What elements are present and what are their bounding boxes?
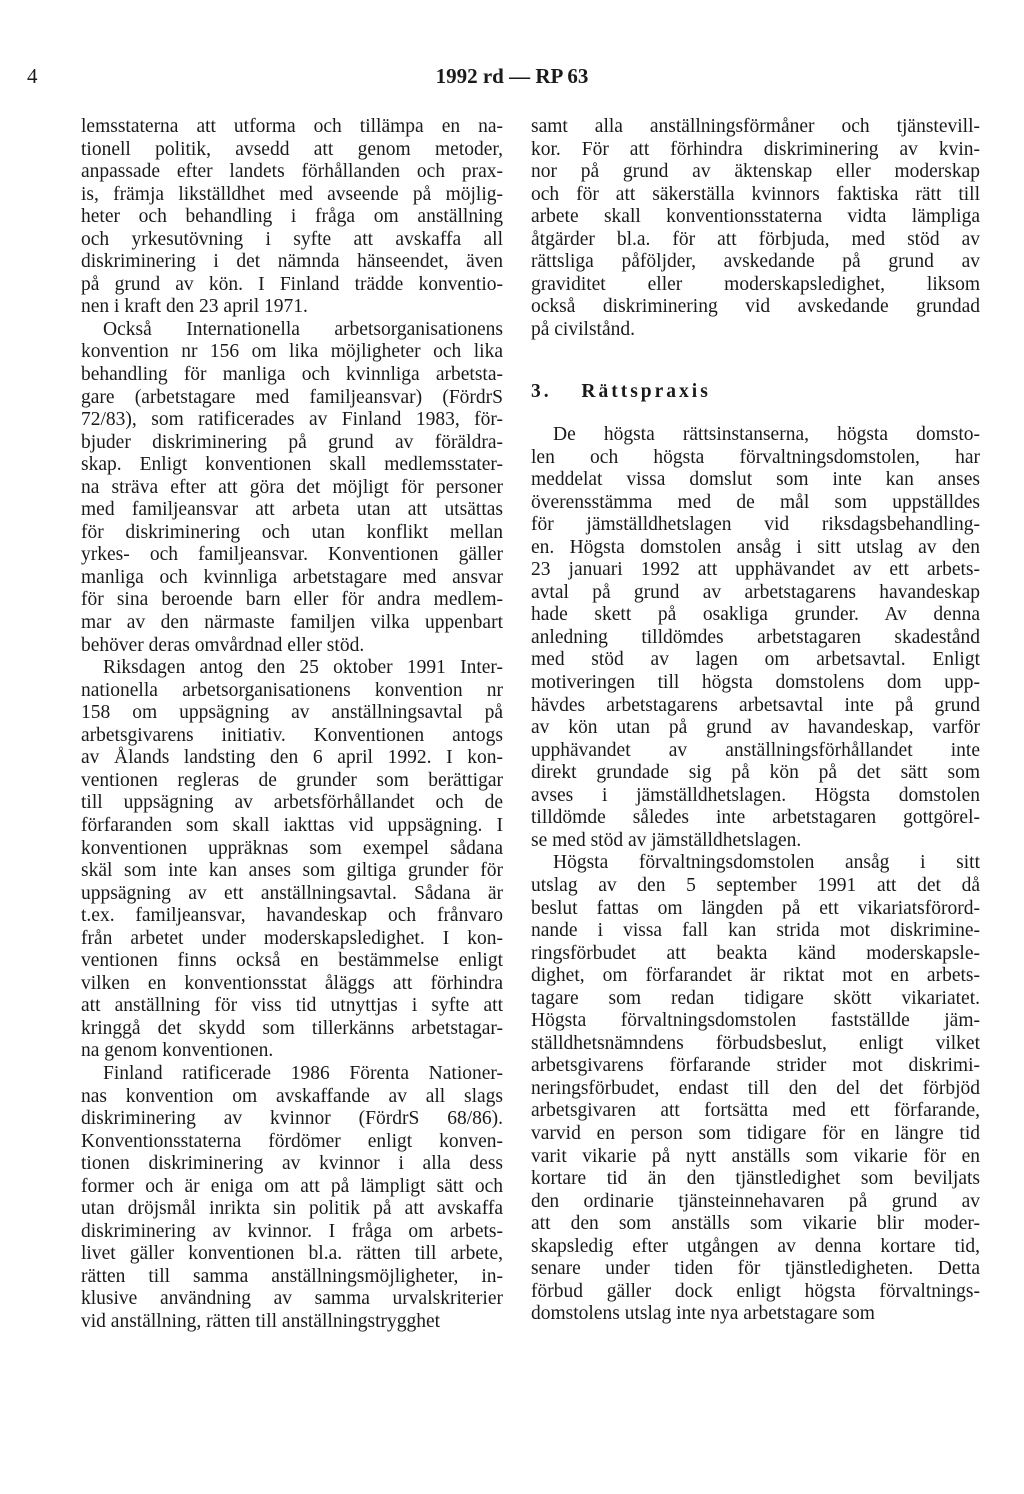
text-line: samt alla anställningsförmåner och tjänstevill- xyxy=(531,116,980,137)
text-line: graviditet eller moderskapsledighet, liksom xyxy=(531,273,980,295)
text-line: nas konvention om avskaffande av all slags xyxy=(81,1085,503,1107)
text-line: konvention nr 156 om lika möjligheter och lika xyxy=(81,341,503,363)
text-line: förfaranden som skall iakttas vid uppsägning. I xyxy=(81,814,503,836)
text-line: med stöd av lagen om arbetsavtal. Enligt xyxy=(531,649,980,671)
text-line: för jämställdhetslagen vid riksdagsbehandling- xyxy=(531,514,980,536)
text-line: senare under tiden för tjänstledigheten. Detta xyxy=(531,1258,980,1280)
text-line: motiveringen till högsta domstolens dom upp- xyxy=(531,672,980,694)
text-line: ventionen regleras de grunder som berättigar xyxy=(81,769,503,791)
text-line: av kön utan på grund av havandeskap, varför xyxy=(531,717,980,739)
text-line: skapsledig efter utgången av denna kortare tid, xyxy=(531,1235,980,1257)
text-line: tagare som redan tidigare skött vikariatet. xyxy=(531,987,980,1009)
text-line: behöver deras omvårdnad eller stöd. xyxy=(81,634,365,656)
text-line: domstolens utslag inte nya arbetstagare som xyxy=(531,1303,875,1325)
text-line: anpassade efter landets förhållanden och prax- xyxy=(81,161,503,183)
text-line: former och är eniga om att på lämpligt sätt och xyxy=(81,1175,503,1197)
text-line: 158 om uppsägning av anställningsavtal på xyxy=(81,702,503,724)
text-line: från arbetet under moderskapsledighet. I kon- xyxy=(81,927,503,949)
text-line: neringsförbudet, endast till den del det förbjöd xyxy=(531,1077,980,1099)
text-line: skap. Enligt konventionen skall medlemsstater- xyxy=(81,454,503,476)
text-line: Högsta förvaltningsdomstolen fastställde jäm- xyxy=(531,1010,980,1032)
text-line: överensstämma med de mål som uppställdes xyxy=(531,491,980,513)
text-line: uppsägning av ett anställningsavtal. Sådana är xyxy=(81,882,503,904)
text-line: på civilstånd. xyxy=(531,318,635,340)
text-line: diskriminering i det nämnda hänseendet, även xyxy=(81,251,503,273)
left-column xyxy=(81,116,503,1334)
text-line: lemsstaterna att utforma och tillämpa en na- xyxy=(81,116,503,137)
text-line: varit vikarie på nytt anställs som vikarie för en xyxy=(531,1145,980,1167)
text-line: Också Internationella arbetsorganisationens xyxy=(103,318,503,340)
text-line: förbud gäller dock enligt högsta förvaltnings- xyxy=(531,1280,980,1302)
text-line: rätten till samma anställningsmöjligheter, in- xyxy=(81,1265,503,1287)
text-line: Konventionsstaterna fördömer enligt konven- xyxy=(81,1130,503,1152)
text-line: klusive användning av samma urvalskriterier xyxy=(81,1288,503,1310)
text-line: konventionen uppräknas som exempel sådana xyxy=(81,837,503,859)
text-line: kringgå det skydd som tillerkänns arbetstagar- xyxy=(81,1017,503,1039)
text-line: för diskriminering och utan konflikt mellan xyxy=(81,521,503,543)
text-line: dighet, om förfarandet är riktat mot en arbets- xyxy=(531,965,980,987)
text-line: ställdhetsnämndens förbudsbeslut, enligt vilket xyxy=(531,1032,980,1054)
text-line: tionen diskriminering av kvinnor i alla dess xyxy=(81,1153,503,1175)
text-line: skäl som inte kan anses som giltiga grunder för xyxy=(81,860,503,882)
text-line: avtal på grund av arbetstagarens havandeskap xyxy=(531,581,980,603)
text-line: livet gäller konventionen bl.a. rätten till arbete, xyxy=(81,1243,503,1265)
text-line: utan dröjsmål inrikta sin politik på att avskaffa xyxy=(81,1198,503,1220)
text-line: is, främja likställdhet med avseende på möjlig- xyxy=(81,183,503,205)
text-line: och yrkesutövning i syfte att avskaffa all xyxy=(81,228,503,250)
text-line: anledning tilldömdes arbetstagaren skadestånd xyxy=(531,626,980,648)
text-line: yrkes- och familjeansvar. Konventionen gäller xyxy=(81,544,503,566)
text-line: len och högsta förvaltningsdomstolen, har xyxy=(531,446,980,468)
text-line: Riksdagen antog den 25 oktober 1991 Inter- xyxy=(103,657,503,679)
text-line: för sina beroende barn eller för andra medlem- xyxy=(81,589,503,611)
text-line: arbete skall konventionsstaterna vidta lämpliga xyxy=(531,206,980,228)
text-line: arbetsgivarens initiativ. Konventionen antogs xyxy=(81,724,503,746)
text-line: kor. För att förhindra diskriminering av kvin- xyxy=(531,138,980,160)
running-header: 1992 rd — RP 63 xyxy=(435,64,589,88)
text-line: och för att säkerställa kvinnors faktiska rätt till xyxy=(531,183,980,205)
text-line: på grund av kön. I Finland trädde konventio- xyxy=(81,273,503,295)
text-line: 23 januari 1992 att upphävandet av ett arbets- xyxy=(531,559,980,581)
text-line: att anställning för viss tid utnyttjas i syfte att xyxy=(81,995,503,1017)
text-line: manliga och kvinnliga arbetstagare med ansvar xyxy=(81,566,503,588)
text-line: vilken en konventionsstat åläggs att förhindra xyxy=(81,972,503,994)
text-line: rättsliga påföljder, avskedande på grund av xyxy=(531,251,980,273)
text-line: gare (arbetstagare med familjeansvar) (FördrS xyxy=(81,386,503,408)
text-line: också diskriminering vid avskedande grundad xyxy=(531,296,980,318)
text-line: nande i vissa fall kan strida mot diskrimine- xyxy=(531,920,980,942)
text-line: behandling för manliga och kvinnliga arbetsta- xyxy=(81,364,503,386)
text-line: kortare tid än den tjänstledighet som beviljats xyxy=(531,1168,980,1190)
text-line: arbetsgivarens förfarande strider mot diskrimi- xyxy=(531,1055,980,1077)
page-number: 4 xyxy=(27,64,38,88)
text-line: heter och behandling i fråga om anställning xyxy=(81,206,503,228)
text-line: utslag av den 5 september 1991 att det då xyxy=(531,874,980,896)
text-line: nationella arbetsorganisationens konvention nr xyxy=(81,679,503,701)
text-line: se med stöd av jämställdhetslagen. xyxy=(531,829,802,851)
right-body-text xyxy=(531,424,980,1326)
text-line: t.ex. familjeansvar, havandeskap och frånvaro xyxy=(81,905,503,927)
text-line: diskriminering av kvinnor. I fråga om arbets- xyxy=(81,1220,503,1242)
text-line: hävdes arbetstagarens arbetsavtal inte på grund xyxy=(531,694,980,716)
text-line: bjuder diskriminering på grund av föräldra- xyxy=(81,431,503,453)
section-number: 3. xyxy=(531,381,552,403)
text-line: De högsta rättsinstanserna, högsta domsto- xyxy=(553,424,980,446)
text-line: meddelat vissa domslut som inte kan anses xyxy=(531,469,980,491)
text-line: nen i kraft den 23 april 1971. xyxy=(81,296,308,318)
text-line: den ordinarie tjänsteinnehavaren på grund av xyxy=(531,1190,980,1212)
text-line: mar av den närmaste familjen vilka uppenbart xyxy=(81,612,503,634)
text-line: av Ålands landsting den 6 april 1992. I kon- xyxy=(81,747,503,769)
text-line: upphävandet av anställningsförhållandet inte xyxy=(531,739,980,761)
text-line: Finland ratificerade 1986 Förenta Nationer- xyxy=(103,1062,503,1084)
text-line: diskriminering av kvinnor (FördrS 68/86). xyxy=(81,1108,503,1130)
right-intro-paragraph xyxy=(531,116,980,341)
text-line: tilldömde således inte arbetstagaren gottgörel- xyxy=(531,807,980,829)
text-line: 72/83), som ratificerades av Finland 1983, för- xyxy=(81,409,503,431)
text-line: med familjeansvar att arbeta utan att utsättas xyxy=(81,499,503,521)
text-line: vid anställning, rätten till anställningstrygghet xyxy=(81,1310,441,1332)
text-line: varvid en person som tidigare för en längre tid xyxy=(531,1122,980,1144)
right-column xyxy=(531,116,980,1326)
text-line: att den som anställs som vikarie blir moder- xyxy=(531,1213,980,1235)
text-line: åtgärder bl.a. för att förbjuda, med stöd av xyxy=(531,228,980,250)
text-line: arbetsgivaren att fortsätta med ett förfarande, xyxy=(531,1100,980,1122)
text-line: na genom konventionen. xyxy=(81,1040,274,1062)
section-title: Rättspraxis xyxy=(581,381,711,403)
text-line: ringsförbudet att beakta känd moderskapsle- xyxy=(531,942,980,964)
text-line: Högsta förvaltningsdomstolen ansåg i sitt xyxy=(553,852,980,874)
text-line: beslut fattas om längden på ett vikariatsförord- xyxy=(531,897,980,919)
section-heading xyxy=(531,381,980,404)
text-line: tionell politik, avsedd att genom metoder, xyxy=(81,138,503,160)
text-line: till uppsägning av arbetsförhållandet och de xyxy=(81,792,503,814)
text-line: hade skett på osakliga grunder. Av denna xyxy=(531,604,980,626)
text-line: direkt grundade sig på kön på det sätt som xyxy=(531,762,980,784)
text-line: na sträva efter att göra det möjligt för personer xyxy=(81,476,503,498)
text-line: avses i jämställdhetslagen. Högsta domstolen xyxy=(531,784,980,806)
text-line: nor på grund av äktenskap eller moderskap xyxy=(531,161,980,183)
text-line: ventionen finns också en bestämmelse enligt xyxy=(81,950,503,972)
text-line: en. Högsta domstolen ansåg i sitt utslag av den xyxy=(531,536,980,558)
